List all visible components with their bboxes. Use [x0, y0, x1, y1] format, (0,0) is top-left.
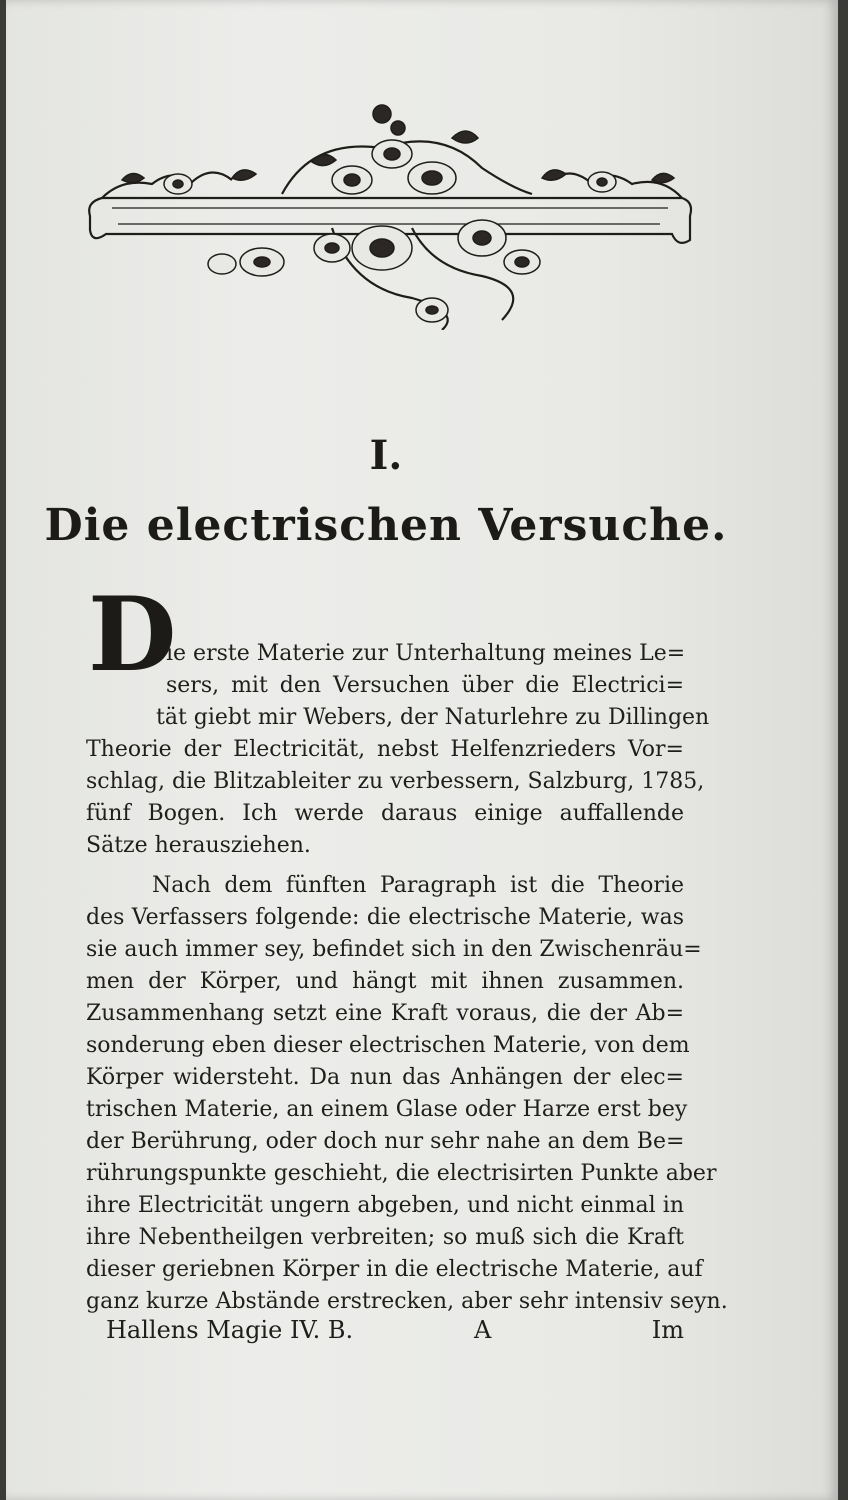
- book-page: [6, 0, 838, 1500]
- chapter-number: I.: [369, 432, 403, 479]
- text-line: tät giebt mir Webers, der Naturlehre zu Dillingen: [156, 705, 710, 730]
- text-line: ihre Nebentheilgen verbreiten; so muß sich die Kraft: [86, 1225, 684, 1250]
- text-line: dieser geriebnen Körper in die electrische Materie, auf: [86, 1257, 703, 1282]
- chapter-title: Die electrischen Versuche.: [44, 500, 728, 551]
- text-line: ganz kurze Abstände erstrecken, aber sehr intensiv seyn.: [86, 1289, 728, 1314]
- sheet-mark: A: [474, 1316, 492, 1344]
- text-line: des Verfassers folgende: die electrische Materie, was: [86, 905, 684, 930]
- text-line: sers, mit den Versuchen über die Electrici=: [166, 673, 684, 698]
- text-line: schlag, die Blitzableiter zu verbessern, Salzburg, 1785,: [86, 769, 705, 794]
- text-line: men der Körper, und hängt mit ihnen zusammen.: [86, 969, 684, 994]
- text-line: trischen Materie, an einem Glase oder Harze erst bey: [86, 1097, 688, 1122]
- signature-line: Hallens Magie IV. B.: [106, 1316, 354, 1344]
- text-line: Nach dem fünften Paragraph ist die Theorie: [152, 873, 684, 898]
- drop-capital: D: [88, 575, 177, 695]
- floral-vignette-ornament: [82, 98, 696, 330]
- text-line: Theorie der Electricität, nebst Helfenzrieders Vor=: [86, 737, 684, 762]
- text-line: sonderung eben dieser electrischen Materie, von dem: [86, 1033, 690, 1058]
- text-line: ie erste Materie zur Unterhaltung meines Le=: [166, 641, 686, 666]
- text-line: sie auch immer sey, befindet sich in den Zwischenräu=: [86, 937, 702, 962]
- text-line: Sätze herausziehen.: [86, 833, 311, 858]
- text-line: der Berührung, oder doch nur sehr nahe an dem Be=: [86, 1129, 685, 1154]
- text-line: Zusammenhang setzt eine Kraft voraus, die der Ab=: [86, 1001, 684, 1026]
- text-line: fünf Bogen. Ich werde daraus einige auffallende: [86, 801, 684, 826]
- text-line: ihre Electricität ungern abgeben, und nicht einmal in: [86, 1193, 684, 1218]
- catchword: Im: [651, 1316, 684, 1344]
- text-line: rührungspunkte geschieht, die electrisirten Punkte aber: [86, 1161, 717, 1186]
- text-line: Körper widersteht. Da nun das Anhängen der elec=: [86, 1065, 684, 1090]
